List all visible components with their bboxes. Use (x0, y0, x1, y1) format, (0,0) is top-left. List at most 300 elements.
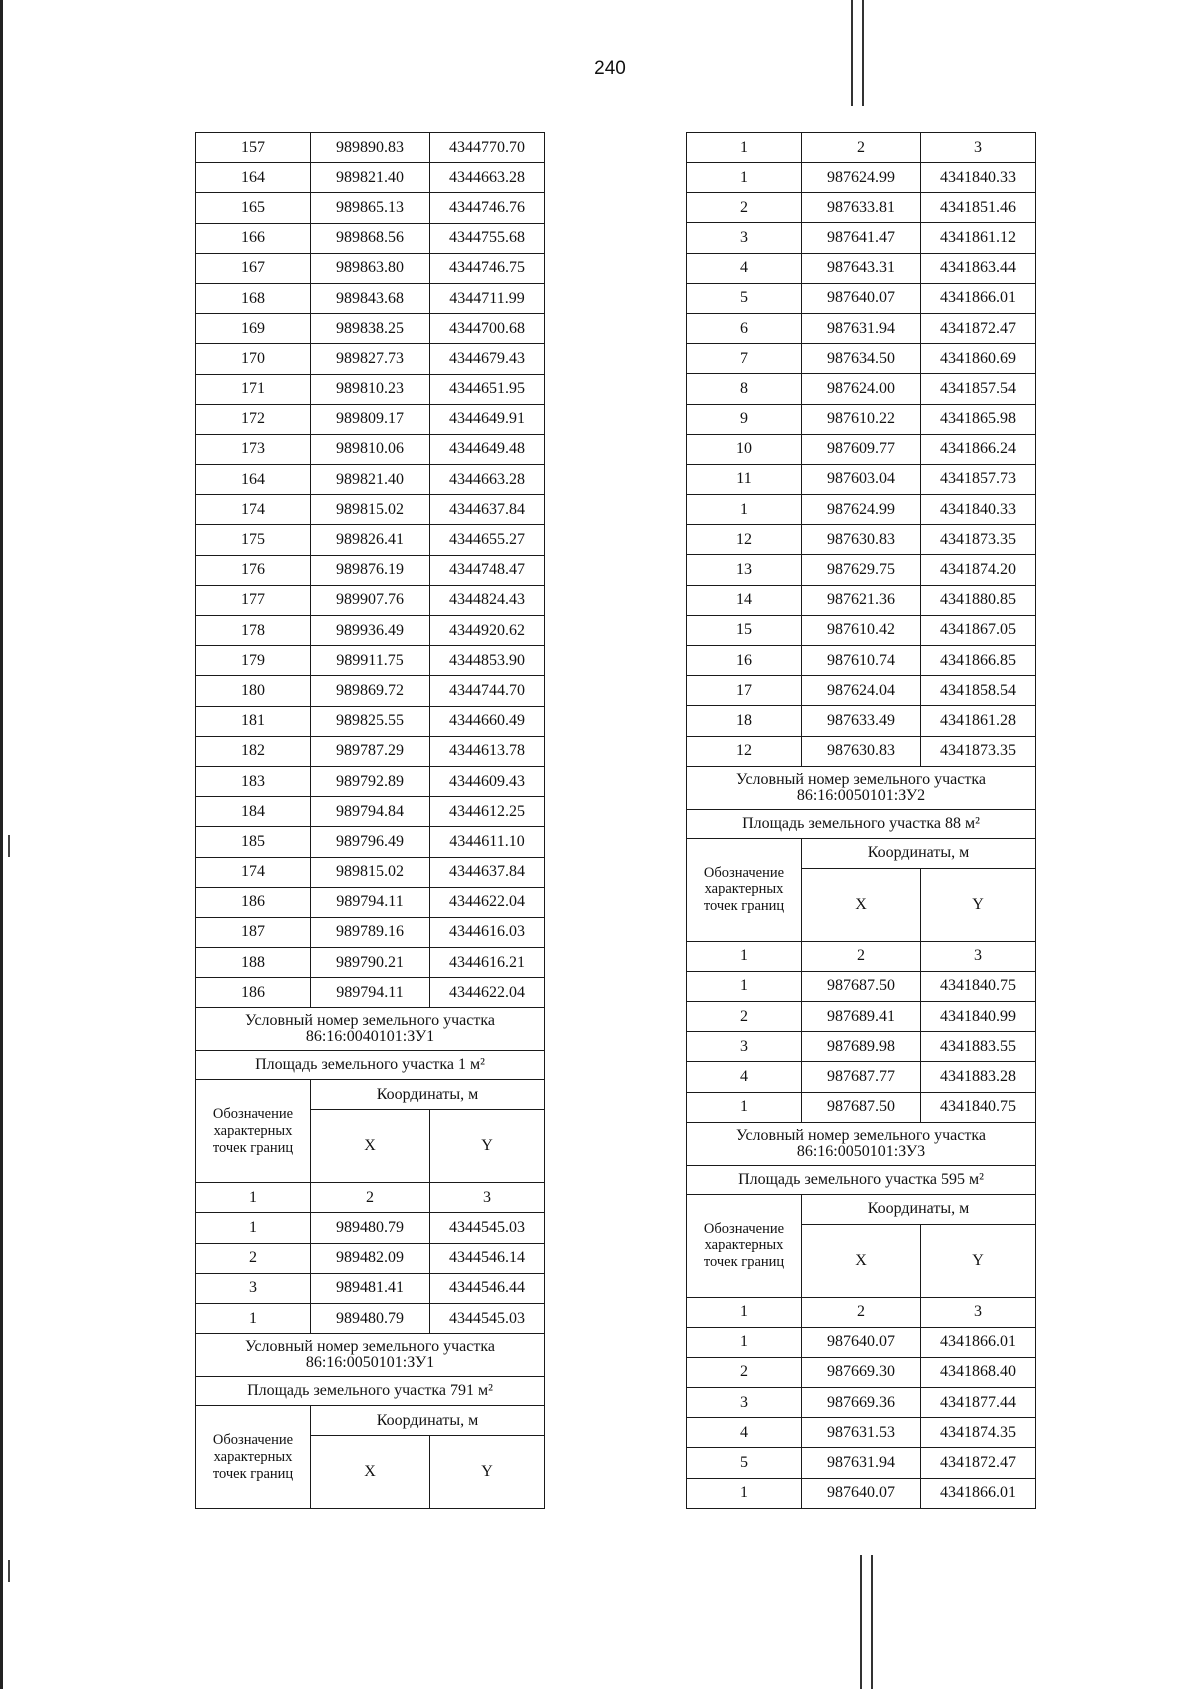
x-coordinate-cell: 989787.29 (311, 736, 430, 766)
y-coordinate-cell: 4344545.03 (430, 1213, 545, 1243)
point-number-cell: 165 (196, 193, 311, 223)
table-row (687, 434, 1036, 464)
y-coordinate-cell: 4341840.75 (921, 1092, 1036, 1122)
point-number-cell: 1 (687, 1092, 802, 1122)
table-row (687, 1092, 1036, 1122)
x-coordinate-cell: 989815.02 (311, 857, 430, 887)
y-coordinate-cell: 4341861.28 (921, 706, 1036, 736)
y-coordinate-cell: 4341858.54 (921, 676, 1036, 706)
y-coordinate-cell: 4344920.62 (430, 616, 545, 646)
x-coordinate-cell: 987687.50 (802, 1092, 921, 1122)
point-number-cell: 2 (687, 1357, 802, 1387)
x-coordinate-cell: 987624.99 (802, 495, 921, 525)
column-number-2: 2 (802, 1297, 921, 1327)
column-number-3: 3 (430, 1183, 545, 1213)
x-coordinate-cell: 989821.40 (311, 465, 430, 495)
point-designation-header: Обозначение характерных точек границ (196, 1406, 311, 1509)
table-row (196, 163, 545, 193)
y-header: Y (921, 868, 1036, 941)
x-coordinate-cell: 987631.94 (802, 1448, 921, 1478)
point-number-cell: 170 (196, 344, 311, 374)
table-row (687, 585, 1036, 615)
parcel-area-label: Площадь земельного участка 791 м² (196, 1377, 545, 1406)
y-coordinate-cell: 4344609.43 (430, 766, 545, 796)
scan-mark (8, 1560, 10, 1582)
table-row (196, 646, 545, 676)
table-row (687, 1388, 1036, 1418)
y-header: Y (921, 1224, 1036, 1297)
point-number-cell: 8 (687, 374, 802, 404)
table-row (687, 615, 1036, 645)
column-number-2: 2 (311, 1183, 430, 1213)
column-number-1: 1 (687, 1297, 802, 1327)
y-coordinate-cell: 4344746.75 (430, 253, 545, 283)
page-number: 240 (594, 58, 626, 79)
table-row (687, 313, 1036, 343)
y-coordinate-cell: 4344655.27 (430, 525, 545, 555)
x-coordinate-cell: 987630.83 (802, 525, 921, 555)
table-row (196, 616, 545, 646)
point-number-cell: 157 (196, 133, 311, 163)
y-coordinate-cell: 4341880.85 (921, 585, 1036, 615)
right-coordinates-table (686, 132, 1036, 1509)
table-row (196, 374, 545, 404)
table-row (687, 344, 1036, 374)
y-coordinate-cell: 4341873.35 (921, 736, 1036, 766)
x-coordinate-cell: 989827.73 (311, 344, 430, 374)
x-coordinate-cell: 987630.83 (802, 736, 921, 766)
point-number-cell: 5 (687, 283, 802, 313)
y-header: Y (430, 1110, 545, 1183)
x-coordinate-cell: 989794.11 (311, 887, 430, 917)
table-row (687, 1418, 1036, 1448)
table-row (196, 585, 545, 615)
coordinates-header-row (687, 1194, 1036, 1224)
point-number-cell: 4 (687, 1418, 802, 1448)
table-row (687, 223, 1036, 253)
y-coordinate-cell: 4344546.44 (430, 1273, 545, 1303)
point-number-cell: 169 (196, 314, 311, 344)
coordinates-header: Координаты, м (802, 1194, 1036, 1224)
table-row (196, 887, 545, 917)
table-row (687, 736, 1036, 766)
y-coordinate-cell: 4341866.85 (921, 646, 1036, 676)
parcel-number-row (196, 1334, 545, 1377)
x-coordinate-cell: 987610.22 (802, 404, 921, 434)
point-number-cell: 5 (687, 1448, 802, 1478)
column-number-1: 1 (687, 941, 802, 971)
x-coordinate-cell: 989869.72 (311, 676, 430, 706)
x-coordinate-cell: 987631.53 (802, 1418, 921, 1448)
table-row (196, 736, 545, 766)
y-coordinate-cell: 4341851.46 (921, 193, 1036, 223)
x-coordinate-cell: 989821.40 (311, 163, 430, 193)
coordinates-header: Координаты, м (311, 1406, 545, 1436)
y-coordinate-cell: 4344613.78 (430, 736, 545, 766)
x-coordinate-cell: 989868.56 (311, 223, 430, 253)
x-coordinate-cell: 989789.16 (311, 917, 430, 947)
y-coordinate-cell: 4344700.68 (430, 314, 545, 344)
x-coordinate-cell: 989907.76 (311, 585, 430, 615)
parcel-area-label: Площадь земельного участка 1 м² (196, 1051, 545, 1080)
y-coordinate-cell: 4344853.90 (430, 646, 545, 676)
y-coordinate-cell: 4341883.55 (921, 1032, 1036, 1062)
coordinates-header: Координаты, м (802, 838, 1036, 868)
left-table-body (196, 133, 545, 1509)
x-header: X (311, 1436, 430, 1509)
y-coordinate-cell: 4344616.03 (430, 917, 545, 947)
x-coordinate-cell: 987669.30 (802, 1357, 921, 1387)
point-number-cell: 7 (687, 344, 802, 374)
table-row (196, 555, 545, 585)
table-row (196, 283, 545, 313)
coordinates-header-row (196, 1406, 545, 1436)
x-coordinate-cell: 989890.83 (311, 133, 430, 163)
column-number-row (196, 1183, 545, 1213)
table-row (196, 857, 545, 887)
parcel-area-label: Площадь земельного участка 88 м² (687, 809, 1036, 838)
point-number-cell: 3 (687, 1032, 802, 1062)
y-coordinate-cell: 4344622.04 (430, 887, 545, 917)
point-number-cell: 173 (196, 434, 311, 464)
left-coordinates-table (195, 132, 545, 1509)
x-coordinate-cell: 987641.47 (802, 223, 921, 253)
x-coordinate-cell: 987689.98 (802, 1032, 921, 1062)
x-coordinate-cell: 987640.07 (802, 283, 921, 313)
table-row (196, 917, 545, 947)
y-coordinate-cell: 4344824.43 (430, 585, 545, 615)
x-header: X (311, 1110, 430, 1183)
point-number-cell: 12 (687, 525, 802, 555)
point-number-cell: 18 (687, 706, 802, 736)
point-number-cell: 187 (196, 917, 311, 947)
table-row (196, 404, 545, 434)
table-row (196, 676, 545, 706)
coordinates-header-row (687, 838, 1036, 868)
column-number-1: 1 (196, 1183, 311, 1213)
x-coordinate-cell: 989794.84 (311, 797, 430, 827)
y-coordinate-cell: 4341861.12 (921, 223, 1036, 253)
x-coordinate-cell: 987669.36 (802, 1388, 921, 1418)
table-row (687, 283, 1036, 313)
y-coordinate-cell: 4344546.14 (430, 1243, 545, 1273)
table-row (196, 465, 545, 495)
point-number-cell: 166 (196, 223, 311, 253)
x-coordinate-cell: 987643.31 (802, 253, 921, 283)
y-coordinate-cell: 4341874.35 (921, 1418, 1036, 1448)
point-number-cell: 1 (687, 1327, 802, 1357)
point-number-cell: 174 (196, 495, 311, 525)
y-coordinate-cell: 4341872.47 (921, 313, 1036, 343)
table-row (196, 495, 545, 525)
point-number-cell: 2 (196, 1243, 311, 1273)
x-coordinate-cell: 989826.41 (311, 525, 430, 555)
table-row (196, 706, 545, 736)
gutter-line (851, 0, 853, 106)
point-number-cell: 1 (196, 1304, 311, 1334)
right-table-body (687, 133, 1036, 1509)
x-coordinate-cell: 987629.75 (802, 555, 921, 585)
point-number-cell: 174 (196, 857, 311, 887)
point-number-cell: 179 (196, 646, 311, 676)
y-coordinate-cell: 4341866.01 (921, 283, 1036, 313)
parcel-number-row (687, 766, 1036, 809)
x-coordinate-cell: 989876.19 (311, 555, 430, 585)
y-coordinate-cell: 4341840.75 (921, 971, 1036, 1001)
point-number-cell: 1 (687, 163, 802, 193)
y-coordinate-cell: 4344649.91 (430, 404, 545, 434)
x-coordinate-cell: 989796.49 (311, 827, 430, 857)
table-row (687, 646, 1036, 676)
point-number-cell: 4 (687, 253, 802, 283)
table-row (687, 971, 1036, 1001)
y-coordinate-cell: 4341840.33 (921, 495, 1036, 525)
point-number-cell: 10 (687, 434, 802, 464)
point-number-cell: 181 (196, 706, 311, 736)
y-coordinate-cell: 4344545.03 (430, 1304, 545, 1334)
x-coordinate-cell: 987640.07 (802, 1327, 921, 1357)
x-coordinate-cell: 989843.68 (311, 283, 430, 313)
y-coordinate-cell: 4344711.99 (430, 283, 545, 313)
coordinates-header: Координаты, м (311, 1080, 545, 1110)
y-coordinate-cell: 4344660.49 (430, 706, 545, 736)
x-coordinate-cell: 989792.89 (311, 766, 430, 796)
table-row (687, 676, 1036, 706)
column-number-3: 3 (921, 133, 1036, 163)
y-coordinate-cell: 4344679.43 (430, 344, 545, 374)
parcel-area-row (196, 1051, 545, 1080)
gutter-line (871, 1555, 873, 1689)
table-row (196, 1304, 545, 1334)
point-number-cell: 1 (687, 1478, 802, 1508)
table-row (687, 555, 1036, 585)
point-number-cell: 164 (196, 163, 311, 193)
table-row (687, 706, 1036, 736)
x-coordinate-cell: 989790.21 (311, 948, 430, 978)
y-coordinate-cell: 4344663.28 (430, 163, 545, 193)
table-row (196, 1243, 545, 1273)
table-row (687, 1001, 1036, 1031)
scan-edge-bar (0, 0, 3, 1689)
x-coordinate-cell: 989809.17 (311, 404, 430, 434)
point-number-cell: 9 (687, 404, 802, 434)
table-row (687, 163, 1036, 193)
column-number-1: 1 (687, 133, 802, 163)
x-coordinate-cell: 987610.74 (802, 646, 921, 676)
point-number-cell: 17 (687, 676, 802, 706)
x-coordinate-cell: 987634.50 (802, 344, 921, 374)
y-coordinate-cell: 4341840.99 (921, 1001, 1036, 1031)
y-coordinate-cell: 4341866.01 (921, 1478, 1036, 1508)
table-row (196, 797, 545, 827)
point-number-cell: 175 (196, 525, 311, 555)
table-row (687, 1032, 1036, 1062)
y-coordinate-cell: 4341857.73 (921, 464, 1036, 494)
y-header: Y (430, 1436, 545, 1509)
point-number-cell: 16 (687, 646, 802, 676)
column-number-2: 2 (802, 941, 921, 971)
point-number-cell: 13 (687, 555, 802, 585)
x-coordinate-cell: 989480.79 (311, 1304, 430, 1334)
parcel-area-row (196, 1377, 545, 1406)
y-coordinate-cell: 4341863.44 (921, 253, 1036, 283)
parcel-number-title: Условный номер земельного участка 86:16:0040101:ЗУ1 (196, 1008, 545, 1051)
point-number-cell: 6 (687, 313, 802, 343)
parcel-number-title: Условный номер земельного участка 86:16:0050101:ЗУ1 (196, 1334, 545, 1377)
y-coordinate-cell: 4341860.69 (921, 344, 1036, 374)
parcel-number-row (687, 1122, 1036, 1165)
x-coordinate-cell: 989481.41 (311, 1273, 430, 1303)
y-coordinate-cell: 4344616.21 (430, 948, 545, 978)
column-number-row (687, 1297, 1036, 1327)
coordinates-header-row (196, 1080, 545, 1110)
point-number-cell: 168 (196, 283, 311, 313)
point-number-cell: 4 (687, 1062, 802, 1092)
y-coordinate-cell: 4341840.33 (921, 163, 1036, 193)
point-number-cell: 188 (196, 948, 311, 978)
x-coordinate-cell: 989911.75 (311, 646, 430, 676)
point-number-cell: 15 (687, 615, 802, 645)
parcel-area-label: Площадь земельного участка 595 м² (687, 1165, 1036, 1194)
y-coordinate-cell: 4344746.76 (430, 193, 545, 223)
column-number-row (687, 941, 1036, 971)
point-number-cell: 12 (687, 736, 802, 766)
y-coordinate-cell: 4344755.68 (430, 223, 545, 253)
point-number-cell: 1 (687, 971, 802, 1001)
column-number-2: 2 (802, 133, 921, 163)
y-coordinate-cell: 4341873.35 (921, 525, 1036, 555)
x-coordinate-cell: 987631.94 (802, 313, 921, 343)
x-coordinate-cell: 987633.81 (802, 193, 921, 223)
x-coordinate-cell: 987621.36 (802, 585, 921, 615)
table-row (687, 1448, 1036, 1478)
x-coordinate-cell: 989482.09 (311, 1243, 430, 1273)
column-number-3: 3 (921, 941, 1036, 971)
y-coordinate-cell: 4344622.04 (430, 978, 545, 1008)
column-number-3: 3 (921, 1297, 1036, 1327)
table-row (196, 1273, 545, 1303)
x-coordinate-cell: 989810.23 (311, 374, 430, 404)
table-row (196, 223, 545, 253)
point-number-cell: 167 (196, 253, 311, 283)
x-header: X (802, 1224, 921, 1297)
point-number-cell: 182 (196, 736, 311, 766)
y-coordinate-cell: 4344744.70 (430, 676, 545, 706)
parcel-number-title: Условный номер земельного участка 86:16:0050101:ЗУ2 (687, 766, 1036, 809)
point-number-cell: 164 (196, 465, 311, 495)
y-coordinate-cell: 4341867.05 (921, 615, 1036, 645)
y-coordinate-cell: 4341874.20 (921, 555, 1036, 585)
x-coordinate-cell: 987689.41 (802, 1001, 921, 1031)
x-coordinate-cell: 987624.04 (802, 676, 921, 706)
y-coordinate-cell: 4344637.84 (430, 857, 545, 887)
table-row (687, 374, 1036, 404)
y-coordinate-cell: 4341866.24 (921, 434, 1036, 464)
table-row (196, 525, 545, 555)
y-coordinate-cell: 4341857.54 (921, 374, 1036, 404)
table-row (196, 344, 545, 374)
table-row (196, 948, 545, 978)
point-number-cell: 1 (687, 495, 802, 525)
y-coordinate-cell: 4344748.47 (430, 555, 545, 585)
scan-mark (8, 835, 10, 857)
y-coordinate-cell: 4344651.95 (430, 374, 545, 404)
point-number-cell: 185 (196, 827, 311, 857)
y-coordinate-cell: 4344649.48 (430, 434, 545, 464)
parcel-area-row (687, 809, 1036, 838)
point-number-cell: 14 (687, 585, 802, 615)
point-number-cell: 178 (196, 616, 311, 646)
y-coordinate-cell: 4341865.98 (921, 404, 1036, 434)
x-coordinate-cell: 987687.77 (802, 1062, 921, 1092)
y-coordinate-cell: 4344663.28 (430, 465, 545, 495)
point-designation-header: Обозначение характерных точек границ (687, 1194, 802, 1297)
table-row (687, 495, 1036, 525)
point-number-cell: 2 (687, 193, 802, 223)
table-row (196, 434, 545, 464)
y-coordinate-cell: 4344770.70 (430, 133, 545, 163)
y-coordinate-cell: 4344637.84 (430, 495, 545, 525)
point-number-cell: 171 (196, 374, 311, 404)
point-designation-header: Обозначение характерных точек границ (196, 1080, 311, 1183)
x-coordinate-cell: 987624.99 (802, 163, 921, 193)
x-header: X (802, 868, 921, 941)
x-coordinate-cell: 987633.49 (802, 706, 921, 736)
table-row (196, 314, 545, 344)
table-row (196, 827, 545, 857)
table-row (687, 1357, 1036, 1387)
table-row (196, 253, 545, 283)
parcel-number-title: Условный номер земельного участка 86:16:0050101:ЗУ3 (687, 1122, 1036, 1165)
table-row (196, 978, 545, 1008)
parcel-number-row (196, 1008, 545, 1051)
table-row (687, 1062, 1036, 1092)
x-coordinate-cell: 987624.00 (802, 374, 921, 404)
table-row (196, 133, 545, 163)
x-coordinate-cell: 989810.06 (311, 434, 430, 464)
point-designation-header: Обозначение характерных точек границ (687, 838, 802, 941)
parcel-area-row (687, 1165, 1036, 1194)
y-coordinate-cell: 4341877.44 (921, 1388, 1036, 1418)
point-number-cell: 184 (196, 797, 311, 827)
y-coordinate-cell: 4341883.28 (921, 1062, 1036, 1092)
point-number-cell: 1 (196, 1213, 311, 1243)
y-coordinate-cell: 4344611.10 (430, 827, 545, 857)
y-coordinate-cell: 4341866.01 (921, 1327, 1036, 1357)
x-coordinate-cell: 989865.13 (311, 193, 430, 223)
table-row (687, 193, 1036, 223)
point-number-cell: 177 (196, 585, 311, 615)
column-number-row (687, 133, 1036, 163)
x-coordinate-cell: 987640.07 (802, 1478, 921, 1508)
x-coordinate-cell: 989838.25 (311, 314, 430, 344)
point-number-cell: 3 (196, 1273, 311, 1303)
point-number-cell: 176 (196, 555, 311, 585)
table-row (687, 1478, 1036, 1508)
table-row (687, 525, 1036, 555)
x-coordinate-cell: 989825.55 (311, 706, 430, 736)
x-coordinate-cell: 987610.42 (802, 615, 921, 645)
y-coordinate-cell: 4344612.25 (430, 797, 545, 827)
table-row (687, 404, 1036, 434)
table-row (196, 1213, 545, 1243)
point-number-cell: 3 (687, 223, 802, 253)
x-coordinate-cell: 989863.80 (311, 253, 430, 283)
point-number-cell: 3 (687, 1388, 802, 1418)
table-row (196, 766, 545, 796)
x-coordinate-cell: 987603.04 (802, 464, 921, 494)
x-coordinate-cell: 987687.50 (802, 971, 921, 1001)
